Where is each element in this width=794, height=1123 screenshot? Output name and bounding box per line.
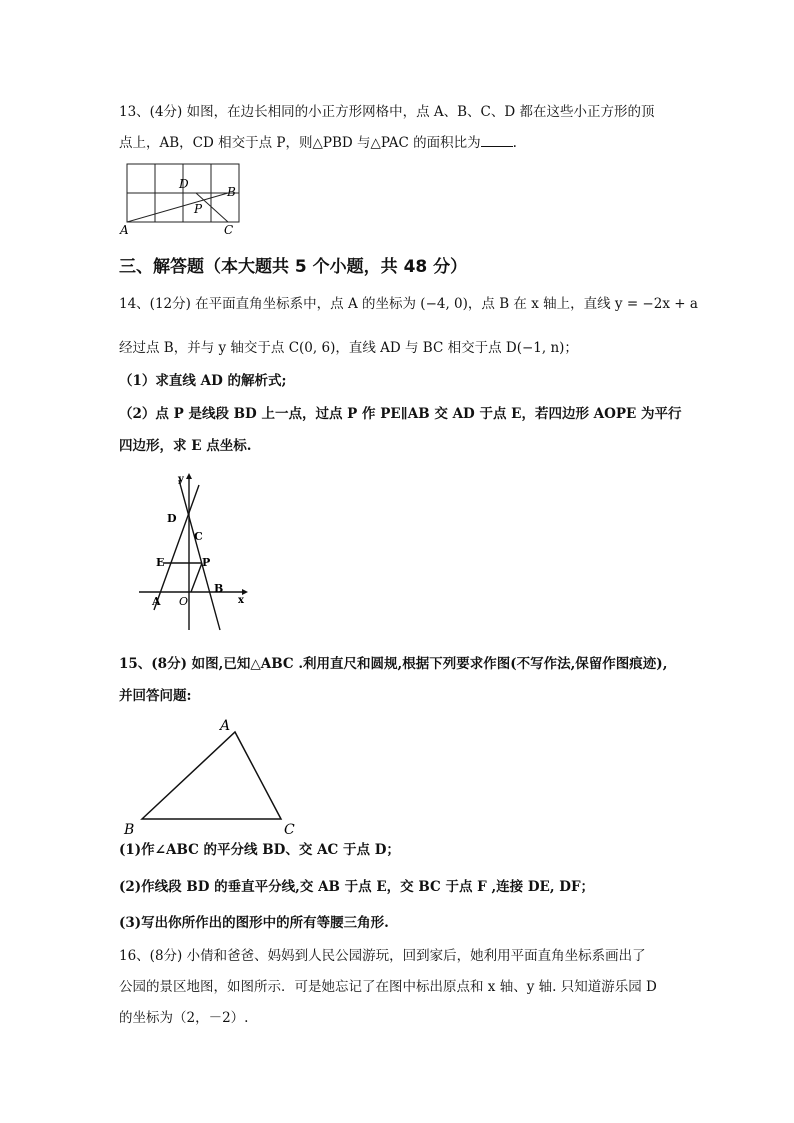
label-x: x	[238, 595, 244, 606]
q13-text-line2-b: .	[512, 135, 517, 151]
q16-text-line1: 16、(8分) 小倩和爸爸、妈妈到人民公园游玩，回到家后，她利用平面直角坐标系画出了	[119, 948, 646, 964]
q15-triangle-figure	[116, 710, 306, 840]
label-p: P	[202, 556, 211, 569]
q13-text-line2-a: 点上，AB，CD 相交于点 P，则△PBD 与△PAC 的面积比为	[119, 135, 481, 151]
q15-text-line2: 并回答问题:	[119, 688, 192, 704]
q14-part2-line1: （2）点 P 是线段 BD 上一点，过点 P 作 PE∥AB 交 AD 于点 E，若四边形 AOPE 为平行	[119, 406, 682, 422]
label-d: D	[167, 512, 177, 525]
q13-text-line1: 13、(4分) 如图，在边长相同的小正方形网格中，点 A、B、C、D 都在这些小正方形的顶	[119, 104, 655, 120]
q15-part3: (3)写出你所作出的图形中的所有等腰三角形.	[119, 915, 389, 931]
segment-po	[191, 563, 202, 592]
q13-grid-figure	[116, 158, 246, 238]
q15-text-line1: 15、(8分) 如图,已知△ABC .利用直尺和圆规,根据下列要求作图(不写作法,保留作图痕迹),	[119, 656, 668, 672]
label-e: E	[156, 556, 165, 569]
triangle-abc	[142, 732, 281, 819]
label-o: O	[179, 595, 189, 608]
label-c: C	[284, 822, 295, 838]
q13-text-line2	[119, 133, 517, 153]
q15-part2: (2)作线段 BD 的垂直平分线,交 AB 于点 E，交 BC 于点 F ,连接 DE, DF；	[119, 879, 595, 895]
answer-blank[interactable]	[481, 134, 513, 147]
label-c: C	[194, 530, 203, 543]
label-b: B	[227, 185, 236, 199]
q14-part1: （1）求直线 AD 的解析式;	[119, 373, 287, 389]
segment-ab	[127, 193, 228, 222]
q16-text-line3: 的坐标为（2，－2）.	[119, 1010, 249, 1026]
label-c: C	[224, 223, 234, 237]
label-a: A	[120, 223, 129, 237]
q14-text-line2: 经过点 B，并与 y 轴交于点 C(0, 6)，直线 AD 与 BC 相交于点 D(−1, n)；	[119, 340, 578, 356]
q16-text-line2: 公园的景区地图，如图所示．可是她忘记了在图中标出原点和 x 轴、y 轴. 只知道游乐园 D	[119, 979, 657, 995]
q14-text-line1: 14、(12分) 在平面直角坐标系中，点 A 的坐标为 (−4, 0)，点 B 在 x 轴上，直线 y = −2x + a	[119, 296, 698, 312]
label-b: B	[214, 582, 224, 595]
q14-part2-line2: 四边形，求 E 点坐标.	[119, 438, 252, 454]
q14-coordinate-figure	[134, 470, 254, 640]
label-a: A	[220, 718, 231, 734]
label-p: P	[194, 202, 203, 216]
section-3-title: 三、解答题（本大题共 5 个小题，共 48 分）	[119, 257, 468, 277]
label-b: B	[124, 822, 135, 838]
label-d: D	[179, 177, 189, 191]
label-a: A	[152, 595, 161, 608]
line-ad	[154, 485, 199, 610]
y-axis-arrow	[186, 473, 192, 479]
q15-part1: (1)作∠ABC 的平分线 BD、交 AC 于点 D；	[119, 842, 400, 858]
label-y: y	[178, 474, 184, 485]
